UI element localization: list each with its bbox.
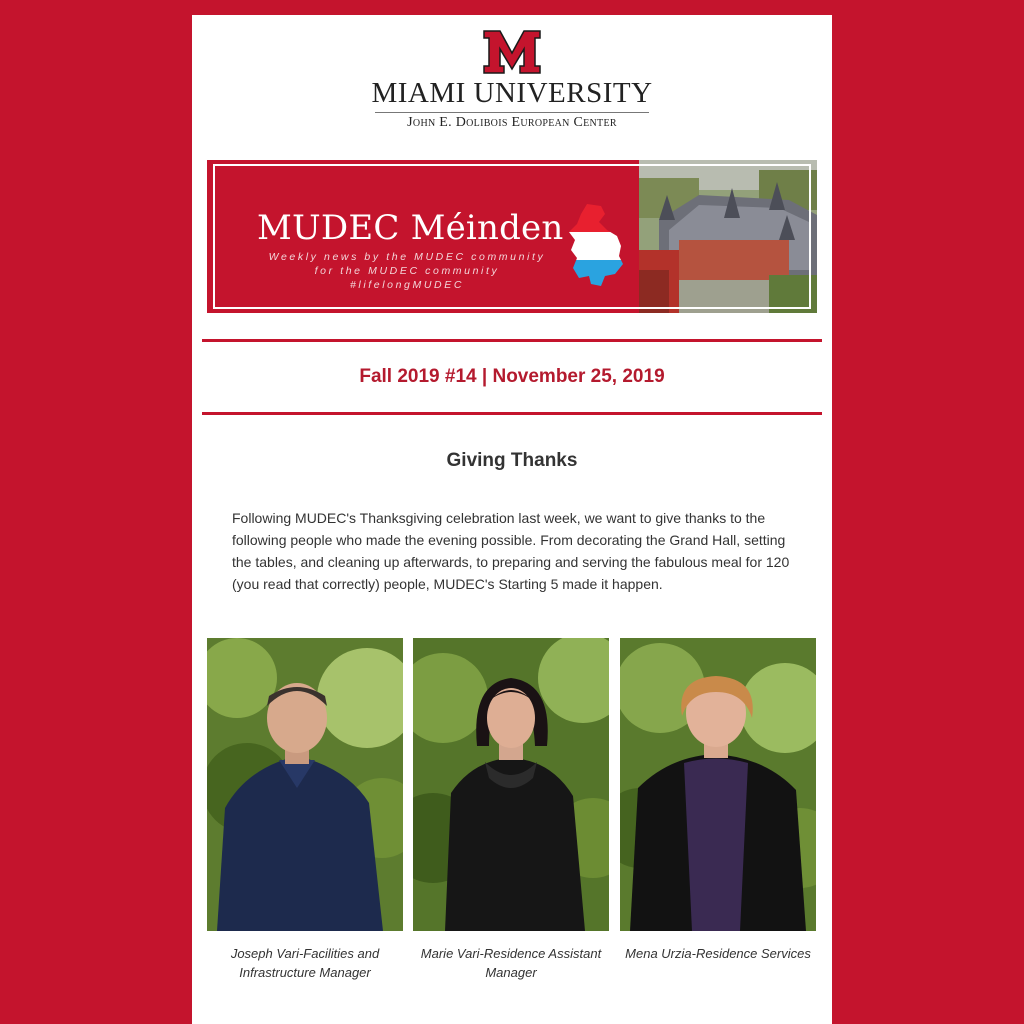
newsletter-banner — [207, 160, 817, 313]
person-photo — [207, 638, 403, 931]
miami-m-logo-icon — [482, 29, 542, 75]
article-body: Following MUDEC's Thanksgiving celebration last week, we want to give thanks to the following people who made the evening possible. From decorating the Grand Hall, setting the tables, and cleaning up afterwards, to preparing and serving the fabulous meal for 120 (you read that correctly) people, MUDEC's Starting 5 made it happen. — [232, 510, 790, 592]
newsletter-tagline — [257, 250, 557, 292]
tagline-line-3: #lifelongMUDEC — [349, 279, 464, 291]
bottom-divider — [202, 412, 822, 415]
university-header — [192, 15, 832, 145]
person-caption: Joseph Vari-Facilities and Infrastructure Manager — [230, 946, 380, 980]
issue-label: Fall 2019 #14 | November 25, 2019 — [359, 366, 665, 387]
newsletter-title: MUDEC Méinden — [257, 208, 564, 248]
person-card — [207, 638, 403, 980]
tagline-line-2: for the MUDEC community — [314, 265, 500, 277]
center-name: John E. Dolibois European Center — [407, 115, 617, 130]
tagline-line-1: Weekly news by the MUDEC community — [268, 251, 546, 263]
article-heading: Giving Thanks — [446, 450, 578, 471]
header-divider — [375, 112, 649, 113]
person-card — [620, 638, 816, 961]
person-caption: Marie Vari-Residence Assistant Manager — [420, 946, 602, 980]
luxembourg-flag-map-icon — [565, 202, 625, 288]
university-name: MIAMI UNIVERSITY — [371, 77, 653, 109]
person-photo — [620, 638, 816, 931]
top-divider — [202, 339, 822, 342]
person-photo — [413, 638, 609, 931]
person-caption: Mena Urzia-Residence Services — [625, 946, 811, 961]
newsletter-sheet — [192, 15, 832, 1024]
person-card — [413, 638, 609, 980]
